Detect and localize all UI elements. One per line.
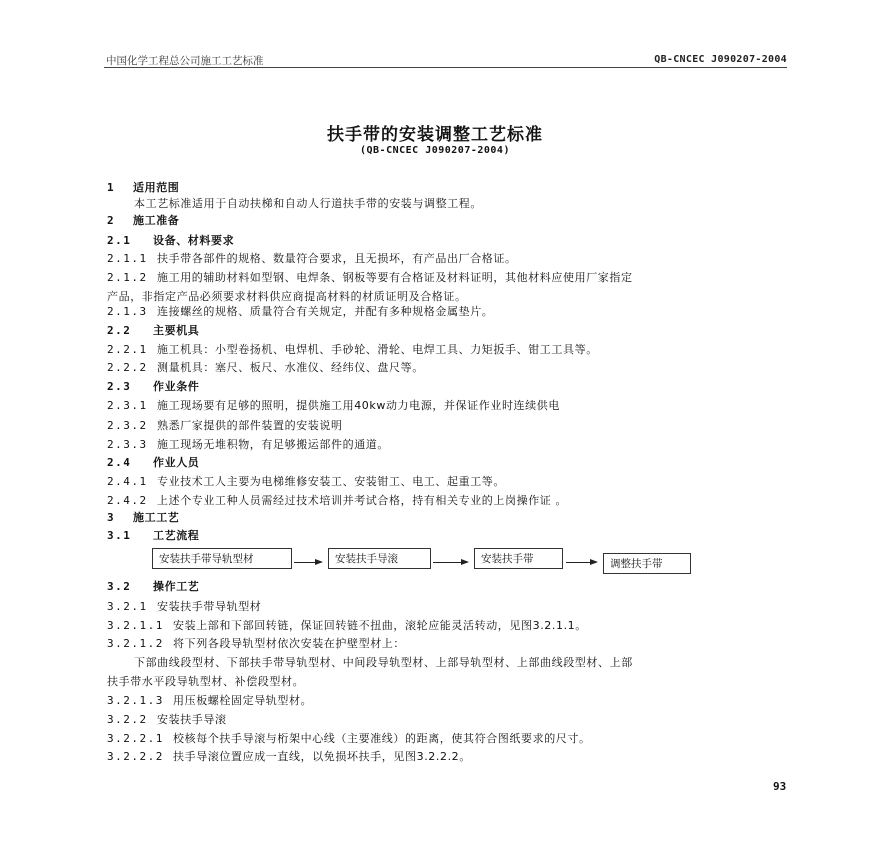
line-text: 校核每个扶手导滚与桁架中心线（主要准线）的距离，使其符合图纸要求的尺寸。 (173, 732, 591, 745)
section-number: 3.2.1 (107, 600, 148, 613)
body-line (107, 324, 199, 338)
flow-arrow-1 (294, 562, 321, 563)
line-text: 用压板螺栓固定导轨型材。 (173, 694, 313, 707)
line-text: 连接螺丝的规格、质量符合有关规定，并配有多种规格金属垫片。 (157, 305, 494, 318)
section-number: 3.2.2.2 (107, 750, 164, 763)
body-line (107, 475, 505, 489)
body-line (107, 494, 567, 508)
section-number: 3.2.1.2 (107, 637, 164, 650)
body-line (107, 600, 261, 614)
section-number: 3.2.1.3 (107, 694, 164, 707)
section-number: 3 (107, 511, 116, 524)
body-line (107, 438, 389, 452)
body-line (107, 675, 304, 689)
body-line (107, 419, 343, 433)
line-text: 安装扶手导滚 (157, 713, 227, 726)
section-number: 3.2.2 (107, 713, 148, 726)
section-number: 3.2 (107, 580, 132, 593)
body-line (107, 750, 471, 764)
line-text: 扶手带水平段导轨型材、补偿段型材。 (107, 675, 305, 688)
body-line (107, 511, 179, 525)
line-text: 测量机具：塞尺、板尺、水准仪、经纬仪、盘尺等。 (157, 361, 424, 374)
body-line (107, 290, 467, 304)
flow-arrow-2 (433, 562, 467, 563)
section-number: 2.1.1 (107, 252, 148, 265)
flow-step-2: 安装扶手导滚 (328, 548, 431, 569)
section-number: 2.2 (107, 324, 132, 337)
section-number: 2.1.2 (107, 271, 148, 284)
section-number: 2.2.1 (107, 343, 148, 356)
line-text: 作业条件 (153, 380, 200, 393)
line-text: 将下列各段导轨型材依次安装在护壁型材上： (173, 637, 405, 650)
line-text: 设备、材料要求 (153, 234, 235, 247)
line-text: 主要机具 (153, 324, 200, 337)
header-left: 中国化学工程总公司施工工艺标准 (106, 55, 264, 67)
line-text: 施工准备 (133, 214, 180, 227)
flow-arrow-3 (566, 562, 596, 563)
line-text: 下部曲线段型材、下部扶手带导轨型材、中间段导轨型材、上部导轨型材、上部曲线段型材、上部 (134, 656, 633, 669)
body-line (107, 399, 560, 413)
body-line (107, 732, 591, 746)
body-line (107, 713, 227, 727)
section-number: 2.3.1 (107, 399, 148, 412)
section-number: 3.2.2.1 (107, 732, 164, 745)
body-line (107, 580, 199, 594)
line-text: 操作工艺 (153, 580, 200, 593)
section-number: 2.4.1 (107, 475, 148, 488)
body-line (107, 456, 199, 470)
body-line (107, 252, 517, 266)
document-title: 扶手带的安装调整工艺标准 (327, 125, 543, 145)
line-text: 专业技术工人主要为电梯维修安装工、安装钳工、电工、起重工等。 (157, 475, 505, 488)
line-text: 安装扶手带导轨型材 (157, 600, 262, 613)
line-text: 产品，非指定产品必须要求材料供应商提高材料的材质证明及合格证。 (107, 290, 467, 303)
section-number: 2.3.2 (107, 419, 148, 432)
body-line (107, 305, 493, 319)
line-text: 施工用的辅助材料如型钢、电焊条、钢板等要有合格证及材料证明，其他材料应使用厂家指定 (157, 271, 633, 284)
body-line (134, 197, 482, 211)
line-text: 适用范围 (133, 181, 180, 194)
line-text: 工艺流程 (153, 529, 200, 542)
header-right: QB-CNCEC J090207-2004 (654, 54, 787, 65)
body-line (107, 619, 587, 633)
line-text: 安装上部和下部回转链，保证回转链不扭曲，滚轮应能灵活转动，见图3.2.1.1。 (173, 619, 587, 632)
body-line (107, 271, 633, 285)
line-text: 扶手导滚位置应成一直线，以免损坏扶手，见图3.2.2.2。 (173, 750, 471, 763)
section-number: 2.3 (107, 380, 132, 393)
section-number: 2 (107, 214, 116, 227)
line-text: 熟悉厂家提供的部件装置的安装说明 (157, 419, 343, 432)
line-text: 本工艺标准适用于自动扶梯和自动人行道扶手带的安装与调整工程。 (134, 197, 482, 210)
section-number: 2.1.3 (107, 305, 148, 318)
body-line (107, 181, 179, 195)
page-number: 93 (773, 780, 787, 793)
line-text: 施工工艺 (133, 511, 180, 524)
section-number: 2.2.2 (107, 361, 148, 374)
section-number: 2.4.2 (107, 494, 148, 507)
flow-step-3: 安装扶手带 (474, 548, 563, 569)
section-number: 2.1 (107, 234, 132, 247)
flow-step-1: 安装扶手带导轨型材 (152, 548, 292, 569)
body-line (134, 656, 633, 670)
body-line (107, 529, 199, 543)
section-number: 1 (107, 181, 116, 194)
section-number: 2.4 (107, 456, 132, 469)
line-text: 施工机具：小型卷扬机、电焊机、手砂轮、滑轮、电焊工具、力矩扳手、钳工工具等。 (157, 343, 598, 356)
line-text: 扶手带各部件的规格、数量符合要求，且无损坏，有产品出厂合格证。 (157, 252, 517, 265)
line-text: 上述个专业工种人员需经过技术培训并考试合格，持有相关专业的上岗操作证 。 (157, 494, 568, 507)
flow-step-4: 调整扶手带 (603, 553, 691, 574)
line-text: 作业人员 (153, 456, 200, 469)
body-line (107, 214, 179, 228)
body-line (107, 694, 312, 708)
section-number: 2.3.3 (107, 438, 148, 451)
body-line (107, 343, 598, 357)
body-line (107, 380, 199, 394)
section-number: 3.1 (107, 529, 132, 542)
line-text: 施工现场无堆积物，有足够搬运部件的通道。 (157, 438, 389, 451)
body-line (107, 234, 234, 248)
line-text: 施工现场要有足够的照明，提供施工用40kw动力电源，并保证作业时连续供电 (157, 399, 560, 412)
document-subtitle: (QB-CNCEC J090207-2004) (360, 145, 510, 156)
section-number: 3.2.1.1 (107, 619, 164, 632)
header-rule (104, 67, 787, 68)
body-line (107, 361, 424, 375)
body-line (107, 637, 405, 651)
